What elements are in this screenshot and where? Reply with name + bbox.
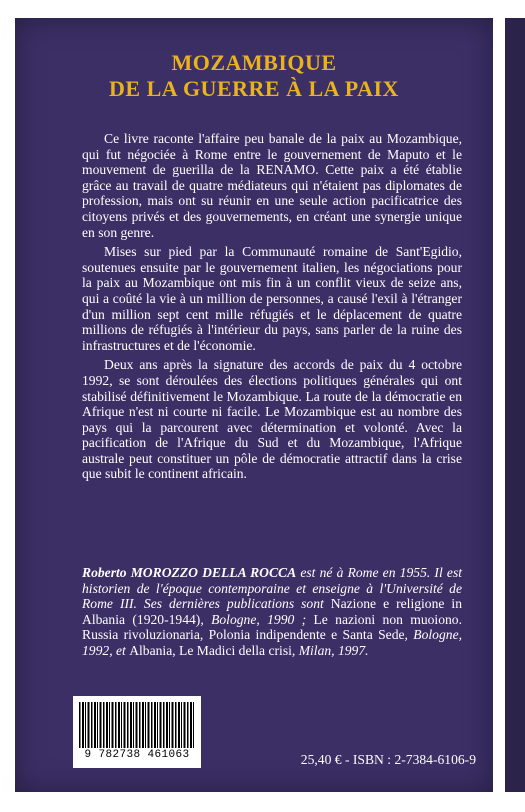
blurb-paragraph-3: Deux ans après la signature des accords de paix du 4 octobre 1992, se sont déroulées des élections politiques générales qui ont stabilisé définitivement le Mozambique. La route de la démocratie en Afrique n'est ni courte ni facile. Le Mozambique est au nombre des pays qui la parcourent avec détermination et volonté. Avec la pacification de l'Afrique du Sud et du Mozambique, l'Afrique australe peut constituer un pôle de démocratie attractif dans la crise que subit le continent africain. <box>82 357 462 482</box>
publication-details-2: , Bologne, 1992, et <box>82 627 462 658</box>
publication-title-3: Albania, Le Madici della crisi <box>129 642 292 658</box>
blurb-paragraph-2: Mises sur pied par la Communauté romaine de Sant'Egidio, soutenues ensuite par le gouvernement italien, les négociations pour la paix au Mozambique ont mis fin à un conflit vieux de seize ans, qui a coûté la vie à un million de personnes, a causé l'exil à l'étranger d'un million sept cent mille réfugiés et le déplacement de quatre millions de réfugiés à l'intérieur du pays, sans parler de la ruine des infrastructures et de l'économie. <box>82 244 462 353</box>
blurb <box>82 131 462 486</box>
publication-title-1: Nazione e religione in Albania (1920-1944) <box>82 596 462 627</box>
book-title <box>15 50 493 102</box>
barcode <box>73 696 201 768</box>
author-name: Roberto MOROZZO DELLA ROCCA <box>82 565 297 580</box>
author-bio <box>82 565 462 659</box>
publication-details-1: , Bologne, 1990 ; <box>200 611 307 627</box>
blurb-paragraph-1: Ce livre raconte l'affaire peu banale de la paix au Mozambique, qui fut négociée à Rome entre le gouvernement de Maputo et le mouvement de guerilla de la RENAMO. Cette paix a été établie grâce au travail de quatre médiateurs qui n'étaient pas diplomates de profession, mais ont su réunir en une seule action pacificatrice des citoyens privés et des gouvernements, en créant une synergie unique en son genre. <box>82 131 462 240</box>
author-bio-text: est né à Rome en 1955. Il est historien de l'époque contemporaine et enseigne à l'Université de Rome III. Ses dernières publications sont <box>82 565 463 612</box>
title-line-1: MOZAMBIQUE <box>171 50 337 75</box>
back-cover <box>15 18 493 792</box>
publication-details-3: , Milan, 1997. <box>291 642 369 658</box>
publication-title-2: Le nazioni non muoiono. Russia rivoluzionaria, Polonia indipendente e Santa Sede <box>82 611 462 643</box>
spine-edge <box>505 18 525 792</box>
barcode-digits: 9 782738 461063 <box>84 749 190 761</box>
barcode-bars <box>79 702 195 748</box>
price-isbn: 25,40 € - ISBN : 2-7384-6106-9 <box>300 752 476 767</box>
title-line-2: DE LA GUERRE À LA PAIX <box>109 76 399 101</box>
